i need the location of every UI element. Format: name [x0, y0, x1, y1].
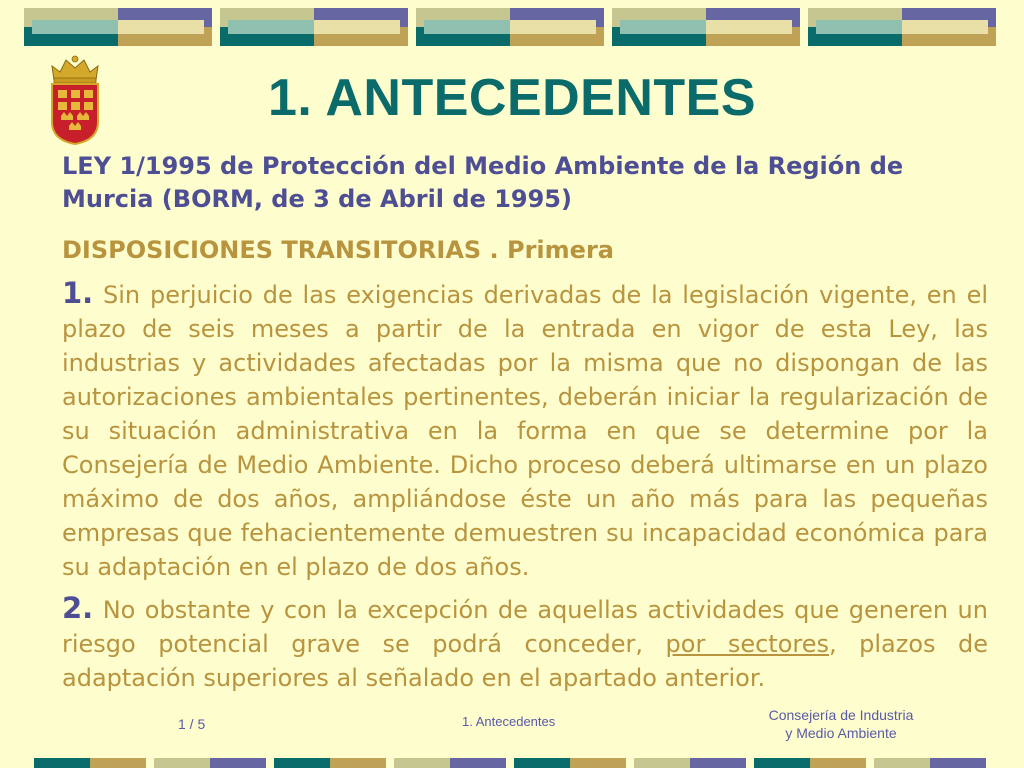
- law-title: LEY 1/1995 de Protección del Medio Ambiente de la Región de Murcia (BORM, de 3 de Abril de 1995): [62, 152, 904, 213]
- paragraph-text: Sin perjuicio de las exigencias derivadas de la legislación vigente, en el plazo de seis meses a partir de la entrada en vigor de esta Ley, las industrias y actividades afectadas por la misma que no dispongan de las autorizaciones ambientales pertinentes, deberán iniciar la regularización de su situación administrativa en la forma en que se determine por la Consejería de Medio Ambiente. Dicho proceso deberá ultimarse en un plazo máximo de dos años, ampliándose éste un año más para las pequeñas empresas que fehacientemente demuestren su incapacidad económica para su adaptación en el plazo de dos años.: [62, 281, 988, 581]
- decorative-tile: [416, 8, 604, 46]
- paragraph-text: , plazos de adaptación superiores al señalado en el apartado anterior.: [62, 630, 989, 692]
- paragraph-2: [62, 591, 988, 695]
- footer-organization-line-1: Consejería de Industria: [768, 707, 914, 723]
- decorative-tile: [220, 8, 408, 46]
- decorative-tile: [808, 8, 996, 46]
- footer-section-label: 1. Antecedentes: [462, 714, 556, 729]
- bottom-decorative-band: [34, 758, 1000, 768]
- top-decorative-band: [24, 8, 1000, 48]
- slide-title: 1. ANTECEDENTES: [267, 69, 757, 127]
- footer-organization: [748, 706, 934, 742]
- decorative-tile: [612, 8, 800, 46]
- footer-organization-line-2: y Medio Ambiente: [785, 725, 897, 741]
- decorative-tile: [24, 8, 212, 46]
- paragraph-1: [62, 276, 988, 584]
- paragraph-number: 2.: [62, 591, 94, 625]
- underlined-text: por sectores: [665, 630, 829, 658]
- section-heading: DISPOSICIONES TRANSITORIAS . Primera: [62, 236, 614, 264]
- paragraph-number: 1.: [62, 276, 94, 310]
- page-number: 1 / 5: [178, 716, 206, 732]
- paragraph-text: No obstante y con la excepción de aquellas actividades que generen un riesgo potencial grave se podrá conceder,: [62, 596, 988, 658]
